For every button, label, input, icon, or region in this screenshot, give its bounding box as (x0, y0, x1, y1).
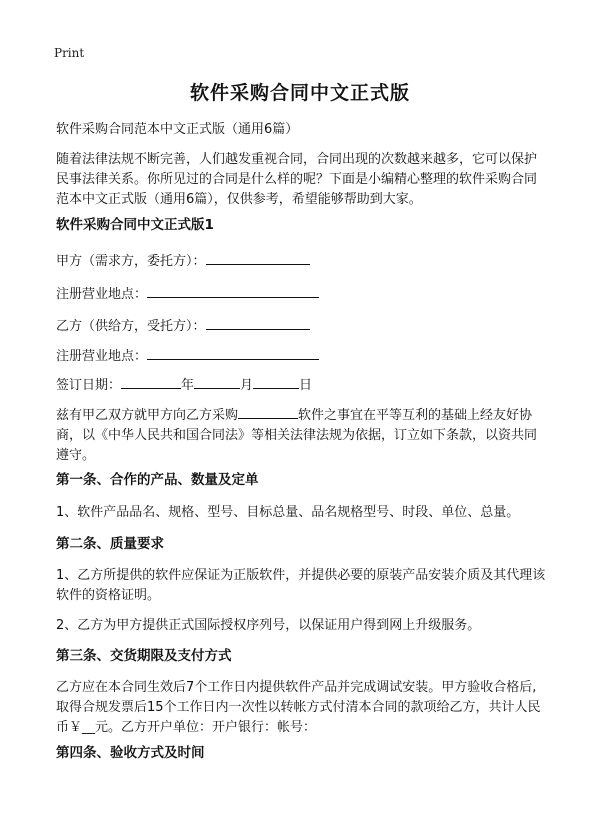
party-b-label: 乙方（供给方，受托方）： (56, 319, 206, 334)
article3-paragraph: 乙方应在本合同生效后7个工作日内提供软件产品并完成调试安装。甲方验收合格后,取得合规发票后15个工作日内一次性以转帐方式付清本合同的款项给乙方，共计人民币￥__元。乙方开户单位：开户银行：帐号： (56, 680, 541, 735)
month-blank (194, 374, 240, 389)
preamble-paragraph (56, 404, 548, 466)
intro-paragraph: 随着法律法规不断完善，人们越发重视合同，合同出现的次数越来越多，它可以保护民事法律关系。你所见过的合同是什么样的呢？下面是小编精心整理的软件采购合同范本中文正式版（通用6篇），仅供参考，希望能够帮助到大家。 (56, 152, 538, 207)
reg-address-line-1 (56, 283, 319, 305)
sign-date-line (56, 374, 312, 396)
day-blank (253, 374, 299, 389)
section1-heading: 软件采购合同中文正式版1 (56, 217, 214, 233)
reg-address-label-2: 注册营业地点： (56, 349, 148, 364)
article2-item2: 2、乙方为甲方提供正式国际授权序列号，以保证用户得到网上升级服务。 (56, 618, 481, 633)
party-b-line (56, 315, 310, 337)
article3-heading: 第三条、交货期限及支付方式 (56, 648, 232, 664)
reg-address-line-2 (56, 345, 319, 367)
document-title: 软件采购合同中文正式版 (189, 82, 410, 104)
year-blank (121, 374, 181, 389)
article1-item1: 1、软件产品品名、规格、型号、目标总量、品名规格型号、时段、单位、总量。 (56, 505, 520, 520)
reg-address-label-1: 注册营业地点： (56, 287, 148, 302)
party-a-line (56, 250, 310, 272)
article1-heading: 第一条、合作的产品、数量及定单 (56, 472, 259, 488)
article2-heading: 第二条、质量要求 (56, 536, 164, 552)
reg-address-blank-1 (147, 283, 319, 298)
party-a-label: 甲方（需求方，委托方）： (56, 254, 206, 269)
preamble-part2: 软件之事宜在平等互利的基础上经友好协商，以《中华人民共和国合同法》等相关法律法规为依据，订立如下条款，以资共同遵守。 (56, 408, 538, 463)
article2-item1: 1、乙方所提供的软件应保证为正版软件，并提供必要的原装产品安装介质及其代理该软件的资格证明。 (56, 568, 546, 603)
sign-date-label: 签订日期： (56, 378, 122, 393)
party-a-blank (206, 250, 310, 265)
month-label: 月 (240, 378, 254, 393)
party-b-blank (206, 315, 310, 330)
article4-heading: 第四条、验收方式及时间 (56, 745, 205, 761)
day-label: 日 (299, 378, 313, 393)
preamble-part1: 兹有甲乙双方就甲方向乙方采购 (56, 408, 239, 423)
software-name-blank (238, 404, 298, 419)
reg-address-blank-2 (147, 345, 319, 360)
year-label: 年 (181, 378, 195, 393)
print-label[interactable]: Print (54, 46, 85, 60)
document-subtitle: 软件采购合同范本中文正式版（通用6篇） (56, 122, 299, 137)
